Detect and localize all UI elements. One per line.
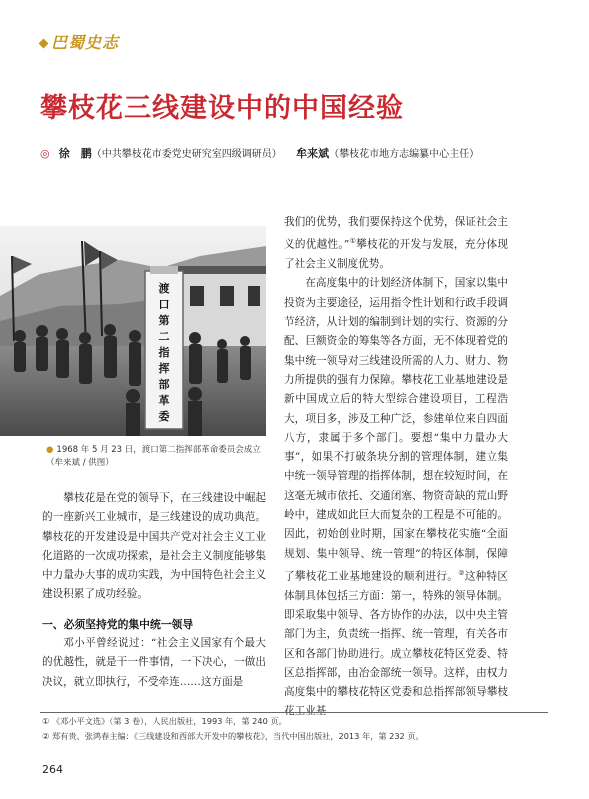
svg-text:委: 委 [158,410,170,423]
footnote-1-text: 《邓小平文选》（第 3 卷），人民出版社，1993 年，第 240 页。 [51,716,287,726]
left-column-lower [42,634,266,692]
svg-text:指: 指 [158,346,170,359]
photo-caption [46,444,262,470]
author2-affiliation: （攀枝花市地方志编纂中心主任） [329,149,480,160]
quote-continuation: 我们的优势，我们要保持这个优势，保证社会主义的优越性。” [284,216,508,251]
right-para-1-tail: 攀枝花的开发与发展，充分体现了社会主义制度优势。 [284,238,508,271]
brand-diamond-icon [39,39,49,49]
special-zone-text: 这种特区体制具体包括三方面：第一，特殊的领导体制。即采取集中领导、各方协作的办法，以中央主管部门为主，负责统一指挥、统一管理，有关各市区和各部门协助进行。成立攀枝花特区党委、特区总指挥部，由冶金部统一领导。这样，由权力高度集中的攀枝花特区党委和总指挥部领导攀枝花工业基 [284,570,509,718]
article-title: 攀枝花三线建设中的中国经验 [40,93,404,124]
deng-quote-paragraph: 邓小平曾经说过：“社会主义国家有个最大的优越性，就是干一件事情，一下决心，一做出决议，就立即执行，不受牵连……这方面是 [42,637,266,688]
footnote-1 [42,716,287,727]
intro-paragraph: 攀枝花是在党的领导下，在三线建设中崛起的一座新兴工业城市，是三线建设的成功典范。攀枝花的开发建设是中国共产党对社会主义工业化道路的一次成功探索，是社会主义制度能够集中力量办大事的成功实践，为中国特色社会主义建设积累了成功经验。 [42,492,266,601]
page-number: 264 [42,763,63,776]
caption-bullet-icon: ● [46,445,54,455]
photo-illustration [0,226,266,436]
photo-banner-text: 渡 [158,282,170,295]
footnote-2 [42,731,424,742]
author1-affiliation: （中共攀枝花市委党史研究室四级调研员） [91,149,282,160]
footnote-2-marker: ② [42,731,50,741]
footnote-2-text: 郑有贵、张鸿春主编：《三线建设和西部大开发中的攀枝花》，当代中国出版社，2013 年，第 232 页。 [51,731,424,741]
footnote-ref-1[interactable]: ① [349,237,357,246]
journal-brand [40,30,119,53]
historical-photo [0,226,266,436]
caption-text: 1968 年 5 月 23 日，渡口第二指挥部革命委员会成立（牟来斌 / 供图） [46,445,261,468]
author2-name: 牟来斌 [296,147,330,160]
right-column [284,213,508,722]
section-heading-1: 一、必须坚持党的集中统一领导 [42,618,194,631]
svg-text:部: 部 [158,378,170,391]
footnote-divider [40,712,548,713]
svg-text:二: 二 [158,330,170,343]
svg-text:挥: 挥 [158,362,170,375]
planned-economy-text: 在高度集中的计划经济体制下，国家以集中投资为主要途径，运用指令性计划和行政手段调节经济，从计划的编制到计划的实行、资源的分配、巨额资金的筹集等各方面，无不体现着党的集中统一领导对三线建设所需的人力、财力、物力所提供的强有力保障。攀枝花工业基地建设是新中国成立后的特大型综合建设项目，工程浩大，项目多，涉及工种广泛，参建单位来自四面八方，隶属于多个部门。要想“集中力量办大事”，如果不打破条块分割的管理体制，建立集中统一领导管理的指挥体制，想在较短时间，在这毫无城市依托、交通闭塞、物资奇缺的荒山野岭中，建成如此巨大而复杂的工程是不可能的。因此，初始创业时期，国家在攀枝花实施“全面规划、集中领导、统一管理”的特区体制，保障了攀枝花工业基地建设的顺利进行。 [284,277,508,583]
left-column [42,489,266,605]
author-marker-icon: ◎ [40,147,50,160]
footnote-ref-2[interactable]: ② [458,568,465,577]
footnote-1-marker: ① [42,716,50,726]
author-line [40,145,479,161]
svg-text:第: 第 [158,314,170,327]
svg-text:口: 口 [158,298,170,311]
right-para-2 [284,274,508,721]
author1-name: 徐 鹏 [58,147,92,160]
right-para-1 [284,213,508,274]
svg-text:革: 革 [158,394,170,407]
brand-text: 巴蜀史志 [51,33,120,52]
